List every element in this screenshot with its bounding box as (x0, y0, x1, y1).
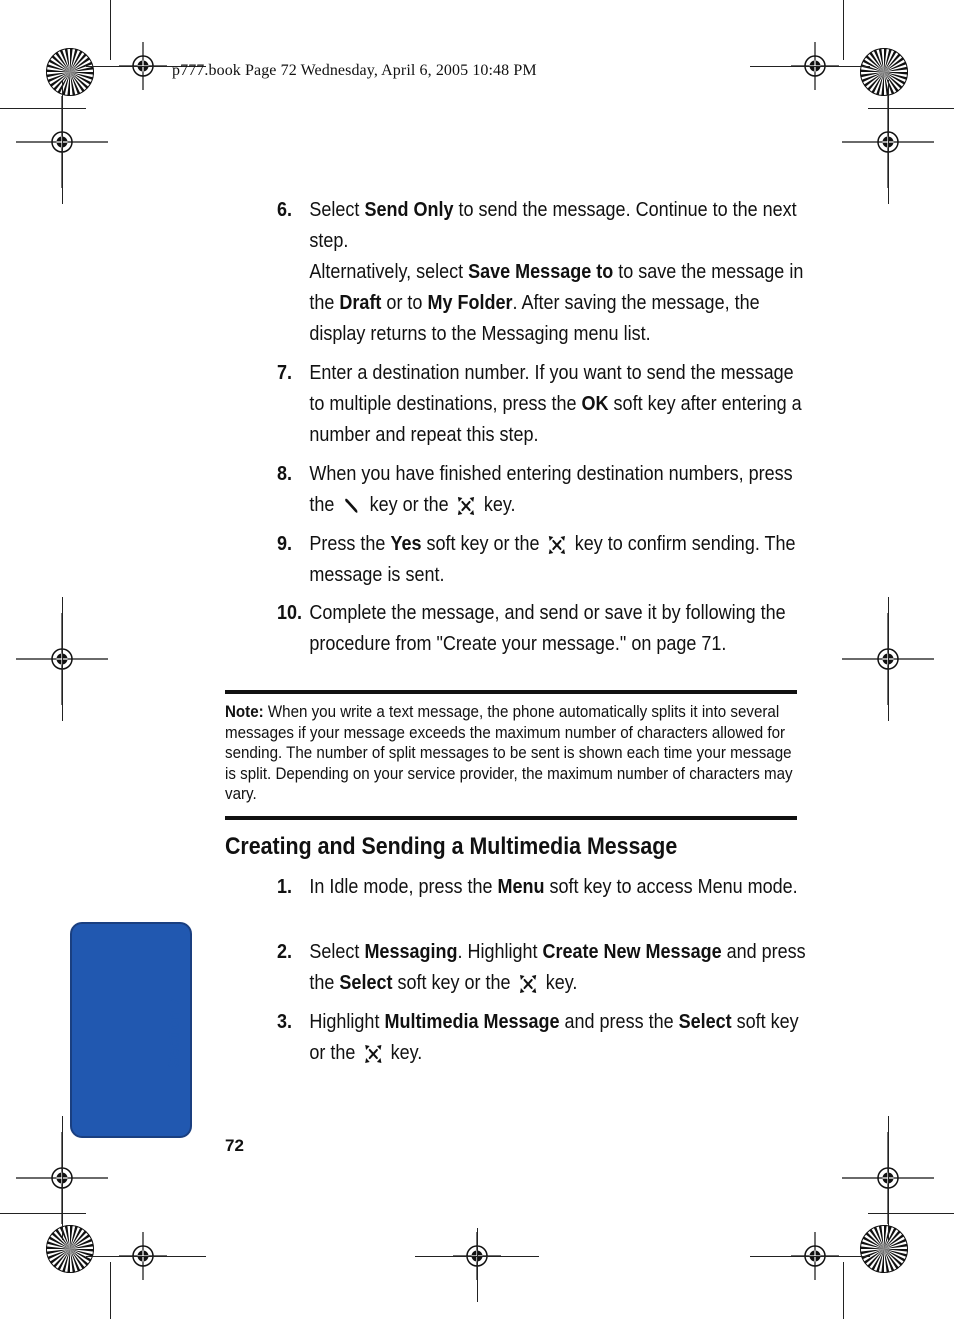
step-text-run: . Highlight (457, 941, 543, 963)
book-info-header: p777.book Page 72 Wednesday, April 6, 2005 10:48 PM (172, 62, 537, 79)
step-text-run: to send the message. Continue to the next step. (309, 199, 797, 252)
step-text-run: Highlight (309, 1011, 385, 1033)
step-text-run: Press the (309, 533, 391, 555)
crop-line (0, 1213, 86, 1214)
bold-term: Save Message to (468, 261, 614, 283)
step-text-run: soft key to access Menu mode. (544, 876, 798, 898)
ok-key-icon (456, 495, 476, 517)
step-text-run: soft key after entering a number and repeat this step. (309, 393, 802, 446)
crop-line (0, 108, 86, 109)
step-text-run: soft key or the (421, 533, 545, 555)
crop-line (750, 66, 870, 67)
crop-line (888, 597, 889, 721)
step-number: 6. (277, 199, 293, 221)
crop-line (62, 597, 63, 721)
crop-line (888, 1116, 889, 1240)
step-text-run: key. (478, 494, 516, 516)
step-item (277, 937, 806, 999)
step-item (277, 598, 786, 660)
step-number: 1. (277, 876, 293, 898)
step-text-run: and press the (309, 941, 806, 994)
bold-term: Send Only (364, 199, 454, 221)
bold-term: OK (581, 393, 609, 415)
step-text-run: to save the message in the (309, 261, 804, 314)
ok-key-icon (547, 534, 567, 556)
ok-key-icon (363, 1043, 383, 1065)
note-box (225, 690, 797, 820)
crop-line (86, 1256, 206, 1257)
bold-term: Menu (497, 876, 545, 898)
step-item (277, 872, 798, 903)
crop-line (62, 1116, 63, 1240)
crop-line (888, 80, 889, 204)
step-item (277, 1007, 799, 1069)
ok-key-icon (518, 973, 538, 995)
bold-term: Draft (339, 292, 382, 314)
step-text-run: Select (309, 199, 365, 221)
step-text (309, 1007, 806, 1069)
step-number: 8. (277, 463, 293, 485)
crop-line (843, 0, 844, 60)
step-text-run: key to confirm sending. The message is sent. (309, 533, 796, 586)
crop-line (843, 1262, 844, 1319)
note-label: Note: (225, 702, 264, 721)
crop-line (110, 0, 111, 60)
bold-term: Select (678, 1011, 732, 1033)
step-text-run: key. (385, 1042, 423, 1064)
registration-starburst (860, 1225, 908, 1273)
step-text-run: or to (381, 292, 428, 314)
page-number: 72 (225, 1136, 244, 1155)
step-item (277, 529, 796, 591)
step-text-run: . After saving the message, the display returns to the Messaging menu list. (309, 292, 760, 345)
step-text-run: Complete the message, and send or save it by following the procedure from "Create your message." on page 71. (309, 602, 786, 655)
crop-line (868, 1213, 954, 1214)
step-text (309, 937, 806, 999)
bold-term: Messaging (364, 941, 458, 963)
step-number: 3. (277, 1011, 293, 1033)
registration-starburst (46, 48, 94, 96)
note-body: When you write a text message, the phone automatically splits it into several messages if your message exceeds the maximum number of characters allowed for sending. The number of split messages to be sent is shown each time your message is split. Depending on your service provider, the maximum number of characters may vary. (225, 702, 793, 804)
send-key-icon (342, 495, 362, 517)
step-text (309, 529, 806, 591)
section-heading: Creating and Sending a Multimedia Message (225, 833, 678, 860)
section-tab-label: Section 7 (166, 996, 183, 1068)
registration-starburst (46, 1225, 94, 1273)
step-text-run: Alternatively, select (309, 261, 469, 283)
step-number: 7. (277, 362, 293, 384)
crop-line (750, 1256, 870, 1257)
step-text-run: key. (540, 972, 578, 994)
step-number: 2. (277, 941, 293, 963)
step-text-run: Select (309, 941, 365, 963)
crop-line (868, 108, 954, 109)
step-item (277, 358, 802, 451)
step-text (309, 459, 806, 521)
note-text (225, 702, 795, 805)
step-text-run: Enter a destination number. If you want to send the message to multiple destinations, press the (309, 362, 794, 415)
step-text (309, 872, 806, 903)
crop-line (110, 1262, 111, 1319)
step-text (309, 195, 806, 350)
step-number: 10. (277, 602, 303, 624)
step-item (277, 195, 804, 350)
step-item (277, 459, 793, 521)
crop-line (477, 1228, 478, 1302)
step-text-run: soft key or the (392, 972, 516, 994)
bold-term: Multimedia Message (384, 1011, 560, 1033)
step-text-run: soft key or the (309, 1011, 799, 1064)
registration-starburst (860, 48, 908, 96)
bold-term: My Folder (427, 292, 513, 314)
step-text (309, 358, 806, 451)
step-text-run: and press the (559, 1011, 679, 1033)
bold-term: Create New Message (542, 941, 722, 963)
step-text-run: key or the (364, 494, 454, 516)
crop-line (62, 80, 63, 204)
step-text-run: In Idle mode, press the (309, 876, 498, 898)
step-number: 9. (277, 533, 293, 555)
bold-term: Select (339, 972, 393, 994)
step-text-run: When you have finished entering destination numbers, press the (309, 463, 793, 516)
bold-term: Yes (390, 533, 422, 555)
step-text (309, 598, 806, 660)
